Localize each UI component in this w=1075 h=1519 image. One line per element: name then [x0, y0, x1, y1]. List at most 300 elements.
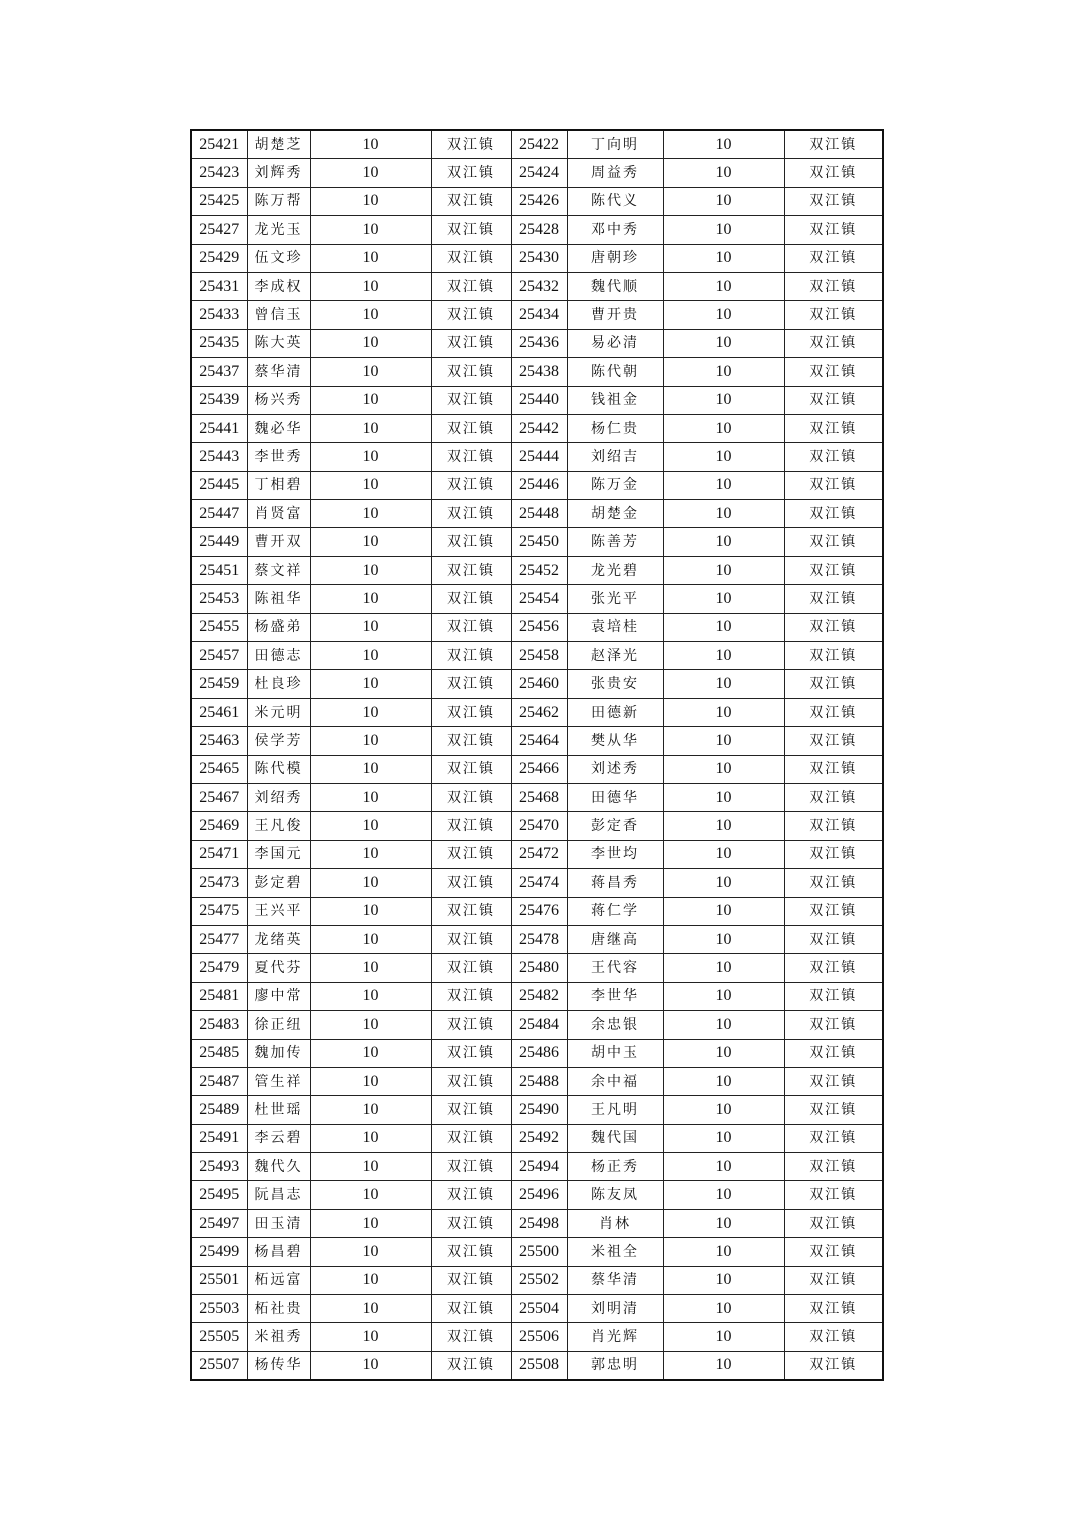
table-row	[191, 329, 883, 357]
town-left: 双江镇	[431, 1124, 511, 1152]
town-right: 双江镇	[784, 1039, 883, 1067]
table-row	[191, 585, 883, 613]
person-name-left: 陈大英	[247, 329, 310, 357]
table-row	[191, 755, 883, 783]
person-name-left: 杜良珍	[247, 670, 310, 698]
person-name-left: 肖贤富	[247, 500, 310, 528]
person-name-left: 丁相碧	[247, 471, 310, 499]
town-left: 双江镇	[431, 556, 511, 584]
town-left: 双江镇	[431, 528, 511, 556]
record-id-right: 25496	[511, 1181, 567, 1209]
record-id-right: 25436	[511, 329, 567, 357]
record-id-right: 25446	[511, 471, 567, 499]
amount-right: 10	[663, 698, 784, 726]
record-id-left: 25481	[191, 982, 247, 1010]
town-left: 双江镇	[431, 727, 511, 755]
table-row	[191, 443, 883, 471]
table-row	[191, 642, 883, 670]
record-id-left: 25491	[191, 1124, 247, 1152]
record-id-right: 25498	[511, 1209, 567, 1237]
amount-right: 10	[663, 358, 784, 386]
amount-right: 10	[663, 727, 784, 755]
record-id-right: 25508	[511, 1351, 567, 1380]
town-right: 双江镇	[784, 585, 883, 613]
record-id-right: 25450	[511, 528, 567, 556]
table-row	[191, 670, 883, 698]
person-name-left: 柘社贵	[247, 1295, 310, 1323]
person-name-left: 蔡华清	[247, 358, 310, 386]
amount-right: 10	[663, 443, 784, 471]
record-id-left: 25507	[191, 1351, 247, 1380]
amount-left: 10	[310, 1295, 431, 1323]
amount-left: 10	[310, 783, 431, 811]
amount-left: 10	[310, 1067, 431, 1095]
amount-right: 10	[663, 755, 784, 783]
person-name-right: 肖光辉	[567, 1323, 663, 1351]
town-left: 双江镇	[431, 812, 511, 840]
person-name-right: 邓中秀	[567, 216, 663, 244]
amount-left: 10	[310, 613, 431, 641]
person-name-right: 刘述秀	[567, 755, 663, 783]
person-name-left: 龙绪英	[247, 925, 310, 953]
person-name-left: 陈万帮	[247, 187, 310, 215]
amount-left: 10	[310, 358, 431, 386]
town-left: 双江镇	[431, 187, 511, 215]
amount-right: 10	[663, 869, 784, 897]
table-row	[191, 244, 883, 272]
table-row	[191, 1323, 883, 1351]
table-row	[191, 1124, 883, 1152]
record-id-left: 25425	[191, 187, 247, 215]
person-name-left: 徐正纽	[247, 1011, 310, 1039]
person-name-left: 管生祥	[247, 1067, 310, 1095]
person-name-right: 赵泽光	[567, 642, 663, 670]
table-row	[191, 783, 883, 811]
town-left: 双江镇	[431, 1266, 511, 1294]
person-name-left: 李国元	[247, 840, 310, 868]
amount-right: 10	[663, 1238, 784, 1266]
record-id-left: 25433	[191, 301, 247, 329]
record-id-right: 25428	[511, 216, 567, 244]
record-id-left: 25501	[191, 1266, 247, 1294]
person-name-left: 陈代模	[247, 755, 310, 783]
person-name-right: 李世华	[567, 982, 663, 1010]
record-id-left: 25459	[191, 670, 247, 698]
town-left: 双江镇	[431, 982, 511, 1010]
town-right: 双江镇	[784, 1323, 883, 1351]
amount-left: 10	[310, 443, 431, 471]
record-id-right: 25504	[511, 1295, 567, 1323]
record-id-left: 25479	[191, 954, 247, 982]
amount-left: 10	[310, 1124, 431, 1152]
amount-left: 10	[310, 1266, 431, 1294]
town-right: 双江镇	[784, 727, 883, 755]
town-left: 双江镇	[431, 1039, 511, 1067]
town-left: 双江镇	[431, 386, 511, 414]
person-name-right: 钱祖金	[567, 386, 663, 414]
person-name-left: 龙光玉	[247, 216, 310, 244]
table-row	[191, 272, 883, 300]
table-row	[191, 471, 883, 499]
town-right: 双江镇	[784, 216, 883, 244]
person-name-right: 易必清	[567, 329, 663, 357]
person-name-right: 杨正秀	[567, 1153, 663, 1181]
table-row	[191, 1295, 883, 1323]
person-name-left: 胡楚芝	[247, 130, 310, 159]
town-right: 双江镇	[784, 613, 883, 641]
person-name-left: 李成权	[247, 272, 310, 300]
person-name-left: 曾信玉	[247, 301, 310, 329]
person-name-right: 肖林	[567, 1209, 663, 1237]
amount-right: 10	[663, 471, 784, 499]
table-row	[191, 301, 883, 329]
person-name-right: 蒋昌秀	[567, 869, 663, 897]
town-left: 双江镇	[431, 613, 511, 641]
table-row	[191, 812, 883, 840]
table-row	[191, 1209, 883, 1237]
table-row	[191, 1153, 883, 1181]
person-name-right: 郭忠明	[567, 1351, 663, 1380]
person-name-left: 米祖秀	[247, 1323, 310, 1351]
person-name-left: 刘绍秀	[247, 783, 310, 811]
record-id-left: 25477	[191, 925, 247, 953]
record-id-right: 25472	[511, 840, 567, 868]
record-id-right: 25482	[511, 982, 567, 1010]
person-name-right: 李世均	[567, 840, 663, 868]
record-id-left: 25497	[191, 1209, 247, 1237]
town-right: 双江镇	[784, 1209, 883, 1237]
table-row	[191, 358, 883, 386]
town-right: 双江镇	[784, 556, 883, 584]
record-id-right: 25490	[511, 1096, 567, 1124]
amount-right: 10	[663, 1039, 784, 1067]
amount-right: 10	[663, 301, 784, 329]
table-row	[191, 130, 883, 159]
town-right: 双江镇	[784, 1238, 883, 1266]
amount-left: 10	[310, 840, 431, 868]
table-row	[191, 187, 883, 215]
amount-right: 10	[663, 1266, 784, 1294]
record-id-left: 25453	[191, 585, 247, 613]
person-name-right: 丁向明	[567, 130, 663, 159]
town-right: 双江镇	[784, 272, 883, 300]
town-left: 双江镇	[431, 642, 511, 670]
record-id-right: 25464	[511, 727, 567, 755]
record-id-left: 25467	[191, 783, 247, 811]
amount-right: 10	[663, 1153, 784, 1181]
person-name-left: 杨昌碧	[247, 1238, 310, 1266]
table-row	[191, 698, 883, 726]
person-name-left: 陈祖华	[247, 585, 310, 613]
person-name-left: 王凡俊	[247, 812, 310, 840]
town-right: 双江镇	[784, 1067, 883, 1095]
town-right: 双江镇	[784, 869, 883, 897]
town-left: 双江镇	[431, 1323, 511, 1351]
town-right: 双江镇	[784, 386, 883, 414]
record-id-left: 25423	[191, 159, 247, 187]
person-name-right: 张贵安	[567, 670, 663, 698]
amount-left: 10	[310, 954, 431, 982]
amount-left: 10	[310, 301, 431, 329]
amount-left: 10	[310, 670, 431, 698]
person-name-left: 杨兴秀	[247, 386, 310, 414]
record-id-right: 25454	[511, 585, 567, 613]
person-name-left: 李世秀	[247, 443, 310, 471]
record-id-left: 25503	[191, 1295, 247, 1323]
person-name-right: 陈万金	[567, 471, 663, 499]
record-id-right: 25470	[511, 812, 567, 840]
record-id-right: 25462	[511, 698, 567, 726]
table-row	[191, 414, 883, 442]
record-id-left: 25437	[191, 358, 247, 386]
person-name-left: 李云碧	[247, 1124, 310, 1152]
person-name-left: 田玉清	[247, 1209, 310, 1237]
record-id-right: 25484	[511, 1011, 567, 1039]
person-name-left: 杨传华	[247, 1351, 310, 1380]
town-left: 双江镇	[431, 1238, 511, 1266]
amount-left: 10	[310, 1351, 431, 1380]
amount-left: 10	[310, 528, 431, 556]
person-name-right: 樊从华	[567, 727, 663, 755]
town-right: 双江镇	[784, 471, 883, 499]
record-id-left: 25449	[191, 528, 247, 556]
amount-right: 10	[663, 244, 784, 272]
person-name-right: 余中福	[567, 1067, 663, 1095]
person-name-left: 杜世瑶	[247, 1096, 310, 1124]
town-left: 双江镇	[431, 329, 511, 357]
person-name-right: 周益秀	[567, 159, 663, 187]
amount-right: 10	[663, 840, 784, 868]
person-name-right: 米祖全	[567, 1238, 663, 1266]
amount-right: 10	[663, 1096, 784, 1124]
amount-right: 10	[663, 613, 784, 641]
person-name-left: 刘辉秀	[247, 159, 310, 187]
record-id-left: 25457	[191, 642, 247, 670]
town-left: 双江镇	[431, 698, 511, 726]
record-id-right: 25422	[511, 130, 567, 159]
person-name-right: 彭定香	[567, 812, 663, 840]
record-id-right: 25494	[511, 1153, 567, 1181]
amount-right: 10	[663, 1323, 784, 1351]
amount-left: 10	[310, 897, 431, 925]
amount-left: 10	[310, 1011, 431, 1039]
record-id-right: 25456	[511, 613, 567, 641]
amount-left: 10	[310, 1181, 431, 1209]
record-id-left: 25427	[191, 216, 247, 244]
record-id-right: 25492	[511, 1124, 567, 1152]
person-name-left: 阮昌志	[247, 1181, 310, 1209]
amount-right: 10	[663, 954, 784, 982]
town-right: 双江镇	[784, 301, 883, 329]
record-id-left: 25455	[191, 613, 247, 641]
person-name-left: 魏必华	[247, 414, 310, 442]
person-name-right: 张光平	[567, 585, 663, 613]
record-id-right: 25448	[511, 500, 567, 528]
town-left: 双江镇	[431, 755, 511, 783]
amount-right: 10	[663, 1067, 784, 1095]
town-right: 双江镇	[784, 1295, 883, 1323]
town-right: 双江镇	[784, 500, 883, 528]
person-name-right: 杨仁贵	[567, 414, 663, 442]
amount-left: 10	[310, 130, 431, 159]
person-name-right: 胡楚金	[567, 500, 663, 528]
person-name-right: 魏代国	[567, 1124, 663, 1152]
town-left: 双江镇	[431, 443, 511, 471]
town-right: 双江镇	[784, 187, 883, 215]
record-id-right: 25480	[511, 954, 567, 982]
person-name-left: 米元明	[247, 698, 310, 726]
town-right: 双江镇	[784, 130, 883, 159]
town-left: 双江镇	[431, 1181, 511, 1209]
town-left: 双江镇	[431, 159, 511, 187]
town-right: 双江镇	[784, 443, 883, 471]
table-row	[191, 727, 883, 755]
table-row	[191, 925, 883, 953]
amount-left: 10	[310, 982, 431, 1010]
record-id-right: 25502	[511, 1266, 567, 1294]
amount-left: 10	[310, 216, 431, 244]
record-id-left: 25435	[191, 329, 247, 357]
amount-left: 10	[310, 187, 431, 215]
record-id-left: 25473	[191, 869, 247, 897]
record-id-right: 25452	[511, 556, 567, 584]
person-name-right: 刘明清	[567, 1295, 663, 1323]
record-id-right: 25466	[511, 755, 567, 783]
amount-right: 10	[663, 329, 784, 357]
amount-right: 10	[663, 216, 784, 244]
person-name-right: 田德华	[567, 783, 663, 811]
table-row	[191, 869, 883, 897]
record-id-left: 25489	[191, 1096, 247, 1124]
person-name-right: 袁培桂	[567, 613, 663, 641]
record-id-right: 25438	[511, 358, 567, 386]
person-name-left: 伍文珍	[247, 244, 310, 272]
town-left: 双江镇	[431, 244, 511, 272]
town-left: 双江镇	[431, 414, 511, 442]
table-row	[191, 159, 883, 187]
record-id-right: 25426	[511, 187, 567, 215]
town-right: 双江镇	[784, 528, 883, 556]
person-name-left: 柘远富	[247, 1266, 310, 1294]
person-name-right: 唐继高	[567, 925, 663, 953]
town-right: 双江镇	[784, 1096, 883, 1124]
amount-left: 10	[310, 1153, 431, 1181]
table-row	[191, 1238, 883, 1266]
amount-left: 10	[310, 755, 431, 783]
amount-left: 10	[310, 642, 431, 670]
amount-right: 10	[663, 528, 784, 556]
table-row	[191, 216, 883, 244]
record-id-right: 25500	[511, 1238, 567, 1266]
town-right: 双江镇	[784, 329, 883, 357]
amount-right: 10	[663, 642, 784, 670]
town-right: 双江镇	[784, 1011, 883, 1039]
person-name-right: 刘绍吉	[567, 443, 663, 471]
person-name-left: 王兴平	[247, 897, 310, 925]
town-left: 双江镇	[431, 1153, 511, 1181]
town-left: 双江镇	[431, 783, 511, 811]
amount-right: 10	[663, 812, 784, 840]
record-id-right: 25474	[511, 869, 567, 897]
amount-right: 10	[663, 386, 784, 414]
record-id-right: 25440	[511, 386, 567, 414]
record-id-left: 25487	[191, 1067, 247, 1095]
amount-left: 10	[310, 1323, 431, 1351]
town-right: 双江镇	[784, 414, 883, 442]
person-name-left: 田德志	[247, 642, 310, 670]
person-name-right: 王代容	[567, 954, 663, 982]
town-right: 双江镇	[784, 897, 883, 925]
amount-left: 10	[310, 812, 431, 840]
town-left: 双江镇	[431, 358, 511, 386]
table-row	[191, 840, 883, 868]
amount-left: 10	[310, 1238, 431, 1266]
town-left: 双江镇	[431, 1351, 511, 1380]
record-id-right: 25458	[511, 642, 567, 670]
record-id-right: 25486	[511, 1039, 567, 1067]
town-left: 双江镇	[431, 585, 511, 613]
record-id-right: 25430	[511, 244, 567, 272]
town-right: 双江镇	[784, 642, 883, 670]
person-name-left: 魏代久	[247, 1153, 310, 1181]
amount-left: 10	[310, 727, 431, 755]
town-left: 双江镇	[431, 471, 511, 499]
amount-left: 10	[310, 1096, 431, 1124]
amount-left: 10	[310, 556, 431, 584]
person-name-right: 蒋仁学	[567, 897, 663, 925]
record-id-left: 25447	[191, 500, 247, 528]
person-name-right: 田德新	[567, 698, 663, 726]
person-name-right: 龙光碧	[567, 556, 663, 584]
table-row	[191, 982, 883, 1010]
record-id-left: 25439	[191, 386, 247, 414]
table-row	[191, 1351, 883, 1380]
town-left: 双江镇	[431, 897, 511, 925]
town-left: 双江镇	[431, 925, 511, 953]
town-left: 双江镇	[431, 1096, 511, 1124]
amount-right: 10	[663, 130, 784, 159]
amount-right: 10	[663, 187, 784, 215]
amount-left: 10	[310, 244, 431, 272]
record-id-right: 25476	[511, 897, 567, 925]
table-row	[191, 1181, 883, 1209]
record-id-left: 25441	[191, 414, 247, 442]
town-left: 双江镇	[431, 500, 511, 528]
person-name-right: 胡中玉	[567, 1039, 663, 1067]
record-id-right: 25424	[511, 159, 567, 187]
table-row	[191, 500, 883, 528]
record-id-left: 25469	[191, 812, 247, 840]
amount-left: 10	[310, 414, 431, 442]
amount-right: 10	[663, 783, 784, 811]
town-right: 双江镇	[784, 670, 883, 698]
person-name-left: 杨盛弟	[247, 613, 310, 641]
town-left: 双江镇	[431, 670, 511, 698]
town-left: 双江镇	[431, 216, 511, 244]
amount-right: 10	[663, 982, 784, 1010]
record-id-left: 25485	[191, 1039, 247, 1067]
table-row	[191, 1011, 883, 1039]
person-name-right: 曹开贵	[567, 301, 663, 329]
record-id-right: 25478	[511, 925, 567, 953]
amount-right: 10	[663, 159, 784, 187]
town-right: 双江镇	[784, 925, 883, 953]
town-left: 双江镇	[431, 301, 511, 329]
amount-left: 10	[310, 1039, 431, 1067]
record-id-left: 25495	[191, 1181, 247, 1209]
record-id-left: 25471	[191, 840, 247, 868]
roster-table	[190, 129, 884, 1381]
